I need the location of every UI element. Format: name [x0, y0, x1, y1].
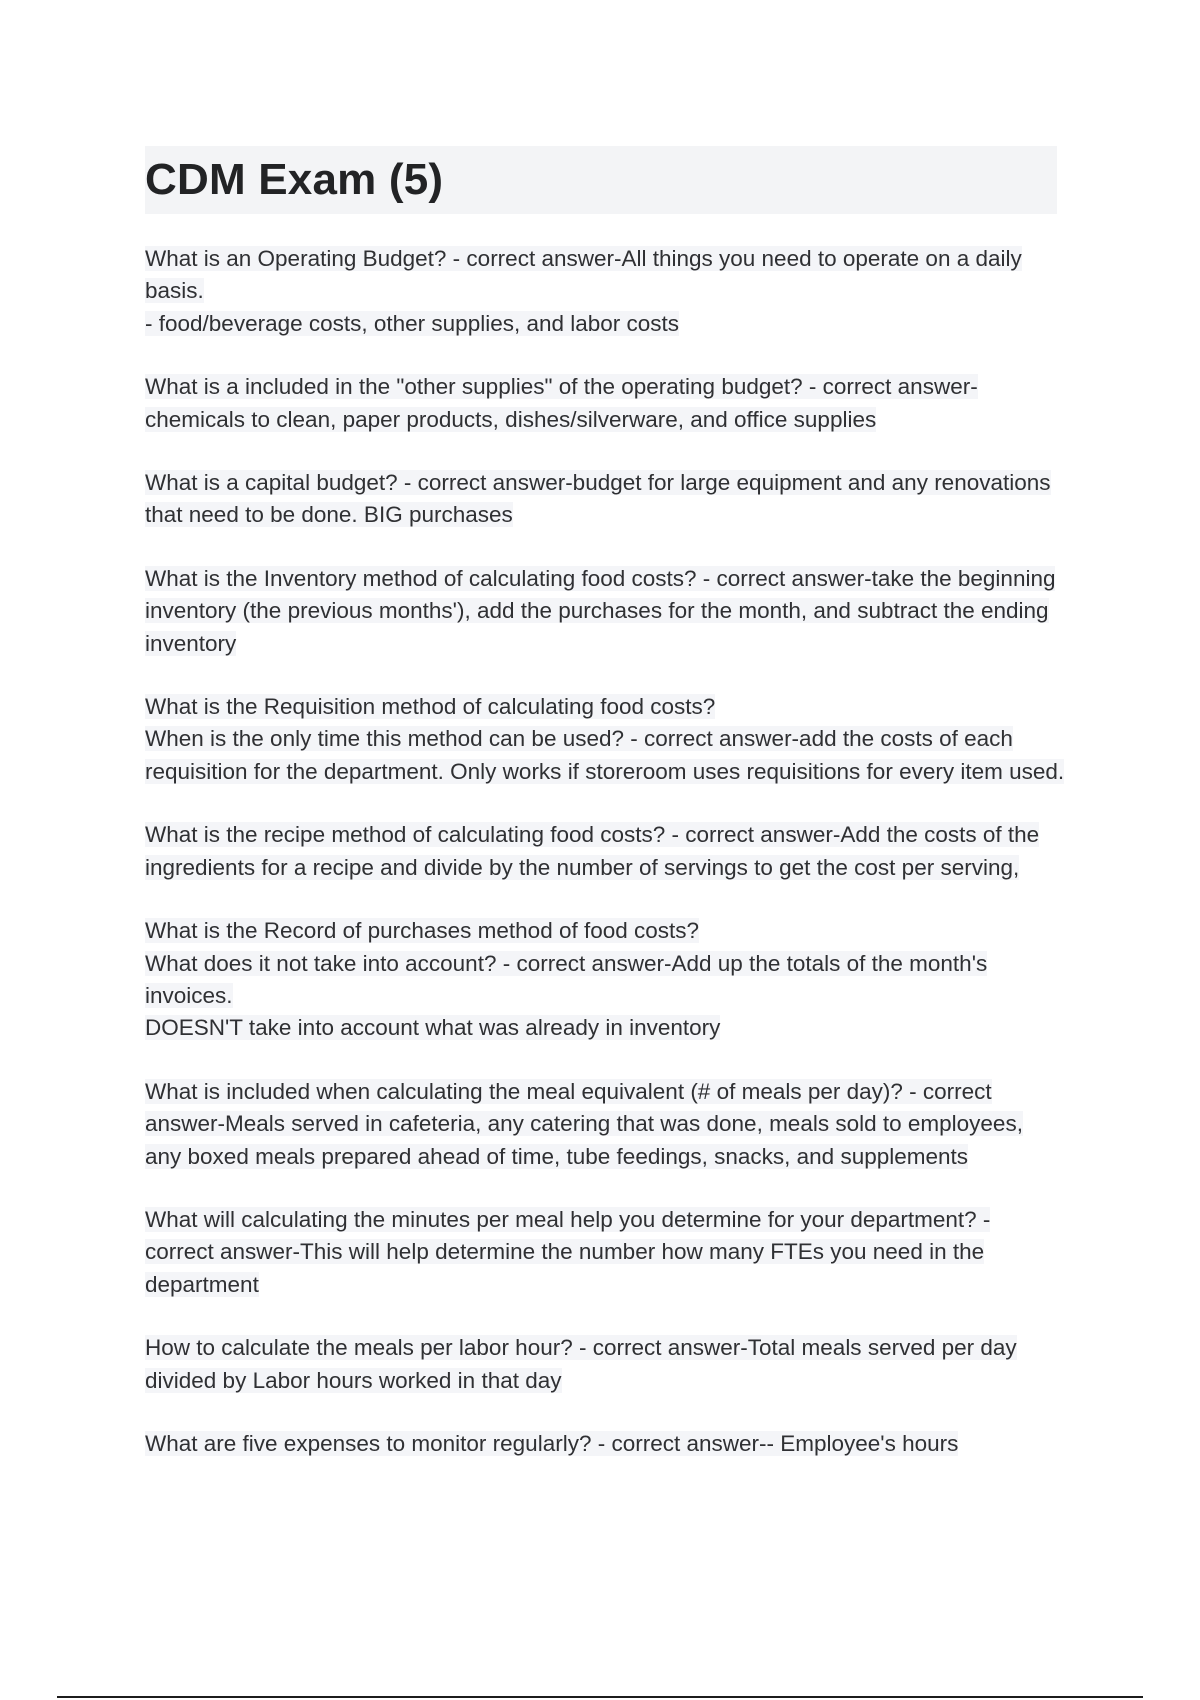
qa-text: What is an Operating Budget? - correct answer-All things you need to operate on a daily basis. [145, 246, 1022, 304]
qa-text: What will calculating the minutes per meal help you determine for your department? - correct answer-This will help determine the number how many FTEs you need in the department [145, 1206, 991, 1297]
qa-line [145, 1012, 1065, 1044]
qa-text: How to calculate the meals per labor hour? - correct answer-Total meals served per day divided by Labor hours worked in that day [145, 1335, 1017, 1393]
qa-line [145, 948, 1065, 1013]
qa-entry [145, 819, 1065, 884]
qa-text: What is the Requisition method of calculating food costs? [145, 694, 716, 720]
qa-line [145, 371, 1065, 436]
qa-text: - food/beverage costs, other supplies, and labor costs [145, 310, 680, 336]
qa-line [145, 691, 1065, 723]
qa-entry [145, 1332, 1065, 1397]
qa-entry [145, 915, 1065, 1045]
qa-entry [145, 691, 1065, 788]
qa-line [145, 1076, 1065, 1173]
qa-line [145, 467, 1065, 532]
qa-list [145, 243, 1065, 1491]
qa-text: What is the recipe method of calculating food costs? - correct answer-Add the costs of the ingredients for a recipe and divide by the number of servings to get the cost per serving, [145, 822, 1040, 880]
qa-line [145, 1204, 1065, 1301]
qa-text: What is the Inventory method of calculating food costs? - correct answer-take the beginning inventory (the previous months'), add the purchases for the month, and subtract the ending inventory [145, 565, 1056, 656]
document-title: CDM Exam (5) [145, 155, 444, 204]
qa-line [145, 723, 1065, 788]
qa-entry [145, 243, 1065, 340]
qa-line [145, 1332, 1065, 1397]
qa-text: What is a included in the "other supplies" of the operating budget? - correct answer-chemicals to clean, paper products, dishes/silverware, and office supplies [145, 374, 978, 432]
qa-text: What is the Record of purchases method of food costs? [145, 918, 700, 944]
qa-text: When is the only time this method can be used? - correct answer-add the costs of each requisition for the department. Only works if storeroom uses requisitions for every item used. [145, 726, 1065, 784]
qa-line [145, 819, 1065, 884]
qa-text: What is included when calculating the meal equivalent (# of meals per day)? - correct answer-Meals served in cafeteria, any catering that was done, meals sold to employees, any boxed meals prepared ahead of time, tube feedings, snacks, and supplements [145, 1078, 1023, 1169]
qa-text: What is a capital budget? - correct answer-budget for large equipment and any renovations that need to be done. BIG purchases [145, 470, 1051, 528]
qa-entry [145, 1204, 1065, 1301]
qa-line [145, 563, 1065, 660]
qa-text: What does it not take into account? - correct answer-Add up the totals of the month's invoices. [145, 950, 988, 1008]
qa-line [145, 1428, 1065, 1460]
qa-entry [145, 1076, 1065, 1173]
qa-entry [145, 1428, 1065, 1460]
title-banner [145, 146, 1057, 214]
qa-entry [145, 467, 1065, 532]
qa-line [145, 308, 1065, 340]
qa-line [145, 915, 1065, 947]
qa-entry [145, 371, 1065, 436]
qa-text: What are five expenses to monitor regularly? - correct answer-- Employee's hours [145, 1430, 959, 1456]
qa-text: DOESN'T take into account what was already in inventory [145, 1015, 721, 1041]
qa-entry [145, 563, 1065, 660]
footer-divider [57, 1696, 1143, 1698]
qa-line [145, 243, 1065, 308]
